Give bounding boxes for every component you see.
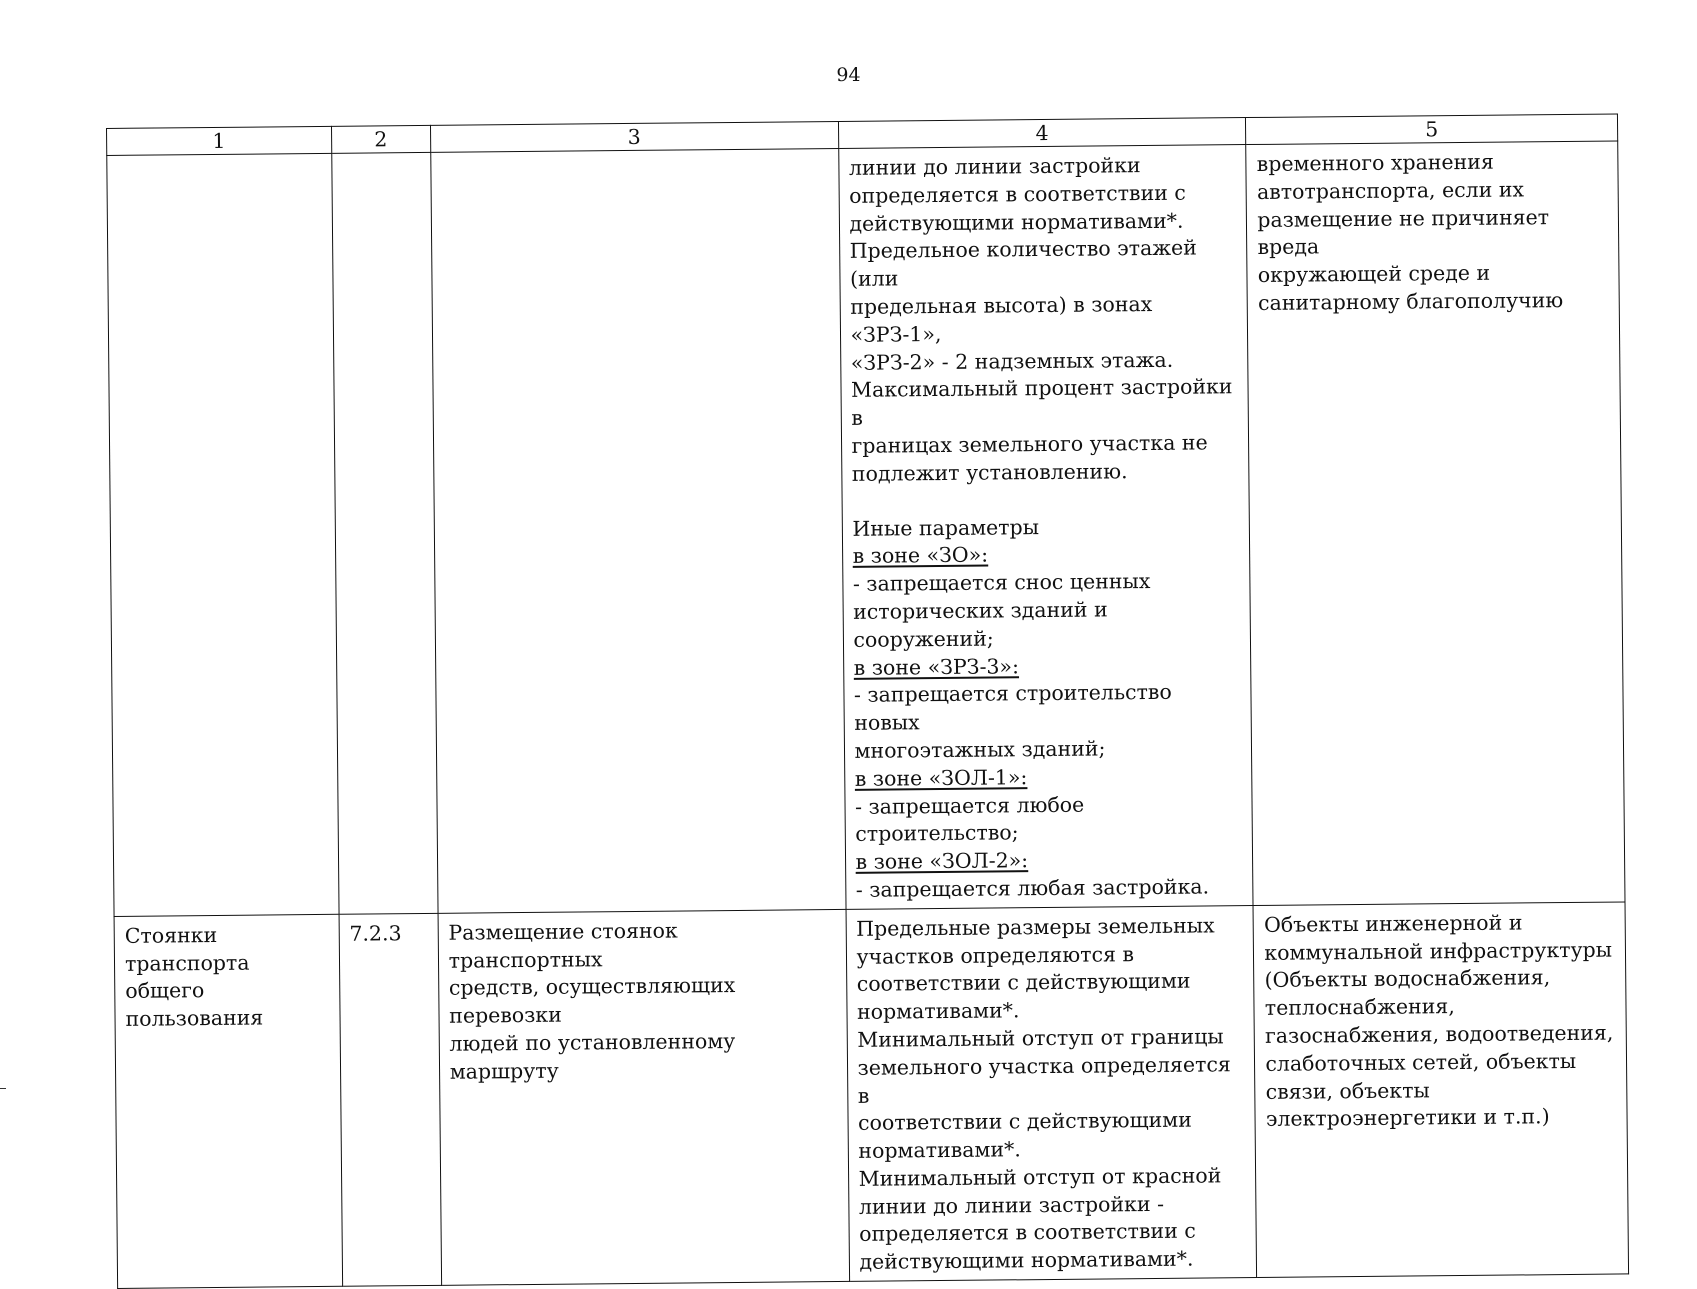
- parameters-text: линии до линии застройки определяется в соответствии с действующими нормативами*. Предельное количество этажей (или предельная высота) в зонах «ЗРЗ-1», «ЗРЗ-2» - 2 надземных этажа. Максимальный процент застройки в границах земельного участка не подлежит установлению.: [848, 153, 1233, 486]
- column-header-5: 5: [1246, 114, 1618, 145]
- page-number: 94: [836, 64, 861, 86]
- zone-zol2-block: [855, 845, 1242, 904]
- cell-description: [438, 909, 849, 1285]
- zone-zo-label: в зоне «ЗО»:: [852, 542, 989, 569]
- auxiliary-uses-text: временного хранения автотранспорта, если их размещение не причиняет вреда окружающей среде и санитарному благополучию: [1256, 149, 1564, 315]
- cell-parameters-parking: [846, 905, 1257, 1281]
- column-header-2: 2: [331, 125, 430, 153]
- use-name-text: Стоянки транспорта общего пользования: [124, 922, 264, 1031]
- other-parameters-title: Иные параметры: [852, 514, 1040, 541]
- cell-code: [339, 913, 442, 1286]
- zone-zrz3-block: [854, 651, 1242, 766]
- zone-zrz3-rule: - запрещается строительство новых многоэтажных зданий;: [853, 680, 1172, 763]
- zone-zo-block: [853, 539, 1241, 654]
- cell-code-empty: [331, 152, 437, 914]
- zone-zol2-label: в зоне «ЗОЛ-2»:: [855, 848, 1029, 874]
- cell-use-name-empty: [107, 153, 339, 916]
- cell-use-name: [114, 914, 342, 1288]
- zone-zol1-rule: - запрещается любое строительство;: [854, 792, 1085, 847]
- table-row-continuation: [107, 141, 1625, 916]
- zone-zol1-block: [855, 762, 1243, 849]
- cell-description-empty: [430, 148, 845, 913]
- parking-parameters-text: Предельные размеры земельных участков определяются в соответствии с действующими нормативами*. Минимальный отступ от границы земельного участка определяется в соответствии с действующими нормативами*. Минимальный отступ от красной линии до линии застройки - определяется в соответствии с действующими нормативами*.: [856, 913, 1231, 1275]
- table-row-parking: [114, 902, 1629, 1289]
- cell-auxiliary-uses-parking: [1253, 902, 1628, 1278]
- column-header-4: 4: [838, 118, 1246, 149]
- cell-parameters: [838, 145, 1253, 910]
- zone-zrz3-label: в зоне «ЗРЗ-3»:: [853, 653, 1020, 680]
- use-description-text: Размещение стоянок транспортных средств, осуществляющих перевозки людей по установленному маршруту: [448, 918, 736, 1084]
- column-header-1: 1: [107, 126, 332, 155]
- scan-edge-mark: [0, 1088, 6, 1089]
- parking-auxiliary-text: Объекты инженерной и коммунальной инфраструктуры (Объекты водоснабжения, теплоснабжения, газоснабжения, водоотведения, слаботочных сетей, объекты связи, объекты электроэнергетики и т.п.): [1263, 910, 1614, 1132]
- cell-auxiliary-uses: [1246, 141, 1625, 905]
- column-header-3: 3: [430, 121, 838, 152]
- regulations-table: [106, 113, 1629, 1289]
- use-code-text: 7.2.3: [349, 920, 402, 946]
- zone-zol1-label: в зоне «ЗОЛ-1»:: [854, 764, 1028, 791]
- zone-zol2-rule: - запрещается любая застройка.: [855, 874, 1210, 902]
- zone-zo-rule: - запрещается снос ценных исторических зданий и сооружений;: [852, 569, 1151, 652]
